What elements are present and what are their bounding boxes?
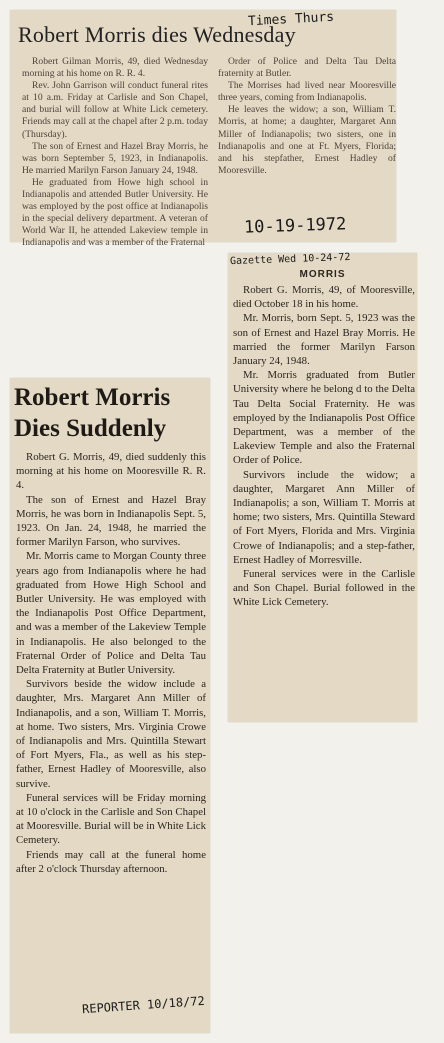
paragraph: Mr. Morris, born Sept. 5, 1923 was the son of Ernest and Hazel Bray Morris. He married the former Marilyn Farson January 24, 1948. [233, 312, 415, 368]
paragraph: Funeral services were in the Carlisle and Son Chapel. Burial followed in the White Lick Cemetery. [233, 568, 415, 609]
paragraph: Friends may call at the funeral home after 2 o'clock Thursday afternoon. [16, 848, 206, 875]
paragraph: Robert Gilman Morris, 49, died Wednesday morning at his home on R. R. 4. [22, 56, 208, 80]
obituary-clipping-gazette [228, 253, 417, 722]
paragraph: He graduated from Howe high school in Indianapolis and attended Butler University. He was employed by the post office at Indianapolis in the special delivery department. A veteran of World War II, he attended Lakeview temple in Indianapolis and was a member of the Fraternal [22, 176, 208, 249]
column-reporter [16, 450, 206, 876]
paragraph: Survivors beside the widow include a daughter, Mrs. Margaret Ann Miller of Indianapolis, and a son, William T. Morris, at home. Two sisters, Mrs. Virginia Crowe of Indianapolis and Mrs. Quintilla Stewart of Fort Myers, Fla., as well as his step-father, Ernest Hadley of Mooresville, also survive. [16, 678, 206, 790]
paragraph: Survivors include the widow; a daughter, Margaret Ann Miller of Indianapolis; a son, William T. Morris at home; two sisters, Mrs. Quintilla Steward of Fort Myers, Florida and Mrs. Virginia Crowe of Indianapolis; and a step-father, Ernest Hadley of Morresville. [233, 468, 415, 566]
column-right [218, 56, 396, 177]
obituary-clipping-times [10, 9, 396, 249]
headline-line-2: Dies Suddenly [14, 415, 167, 442]
title-gazette: MORRIS [299, 269, 346, 280]
paragraph: Robert G. Morris, 49, of Mooresville, died October 18 in his home. [233, 284, 415, 311]
handwritten-note-gazette: Gazette Wed 10-24-72 [229, 251, 351, 268]
handwritten-date-times: 10-19-1972 [243, 214, 347, 238]
obituary-clipping-reporter [10, 378, 210, 1033]
paragraph: Mr. Morris graduated from Butler University where he belong d to the Delta Tau Delta Social Fraternity. He was employed by the Indianapolis Post Office Department, was a member of the Lakeview Temple and also the Fraternal Order of Police. [233, 369, 415, 467]
headline-reporter [14, 382, 170, 444]
paragraph: The Morrises had lived near Mooresville three years, coming from Indianapolis. [218, 80, 396, 104]
handwritten-note-times: Times Thurs [247, 9, 335, 30]
paragraph: The son of Ernest and Hazel Bray Morris, he was born in Indianapolis Sept. 5, 1923. On Jan. 24, 1948, he married the former Marilyn Farson, who survives. [16, 493, 206, 549]
handwritten-note-reporter: REPORTER 10/18/72 [81, 993, 206, 1017]
paragraph: Rev. John Garrison will conduct funeral rites at 10 a.m. Friday at Carlisle and Son Chapel, and burial will follow at White Lick cemetery. Friends may call at the chapel after 2 p.m. today (Thursday). [22, 80, 208, 140]
column-gazette [233, 283, 415, 610]
headline-line-1: Robert Morris [14, 384, 171, 411]
column-left [22, 56, 208, 250]
paragraph: Mr. Morris came to Morgan County three years ago from Indianapolis where he had graduated from Howe High School and Butler University. He was employed with the Indianapolis Post Office Department, and was a member of the Lakeview Temple in Indianapolis. He also belonged to the Fraternal Order of Police and Delta Tau Delta Fraternity at Butler University. [16, 550, 206, 677]
paragraph: Robert G. Morris, 49, died suddenly this morning at his home on Mooresville R. R. 4. [16, 451, 206, 492]
paragraph: The son of Ernest and Hazel Bray Morris, he was born September 5, 1923, in Indianapolis. He married Marilyn Farson January 24, 1948. [22, 140, 208, 176]
paragraph: Order of Police and Delta Tau Delta fraternity at Butler. [218, 56, 396, 80]
paragraph: Funeral services will be Friday morning at 10 o'clock in the Carlisle and Son Chapel at Mooresville. Burial will be in White Lick Cemetery. [16, 791, 206, 847]
paragraph: He leaves the widow; a son, William T. Morris, at home; a daughter, Margaret Ann Miller of Indianapolis; two sisters, one in Indianapolis and one at Ft. Myers, Florida; and his stepfather, Ernest Hadley of Mooresville. [218, 104, 396, 176]
headline-times: Robert Morris dies Wednesday [18, 22, 296, 47]
